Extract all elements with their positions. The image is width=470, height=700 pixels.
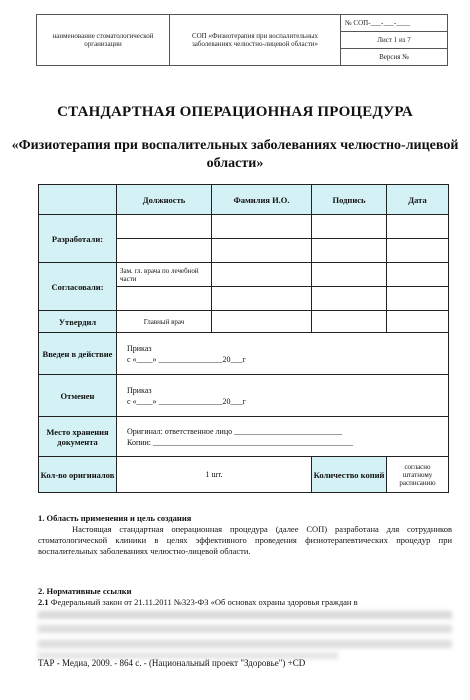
sop-number: № СОП-___-___-____ xyxy=(341,15,448,32)
blurred-text-line xyxy=(38,625,452,633)
blurred-text-line xyxy=(38,611,452,619)
header-empty xyxy=(39,185,117,215)
copies-count-label: Количество копий xyxy=(312,457,387,493)
storage-cell xyxy=(117,417,449,457)
copies-count-value: согласно штатному расписанию xyxy=(387,457,449,493)
approval-table xyxy=(38,184,449,493)
cancelled-order-cell xyxy=(117,375,449,417)
section-2 xyxy=(38,586,452,608)
count-value: 1 шт. xyxy=(117,457,312,493)
col-header-name: Фамилия И.О. xyxy=(212,185,312,215)
cancelled-order-date: с «____» ________________20___г xyxy=(127,396,246,406)
agreed-position: Зам. гл. врача по лечебной части xyxy=(117,263,212,287)
cell xyxy=(117,287,212,311)
row-label-storage: Место хранения документа xyxy=(39,417,117,457)
row-label-count: Кол-во оригиналов xyxy=(39,457,117,493)
subtitle-text: «Физиотерапия при воспалительных заболеваниях челюстно-лицевой области» xyxy=(11,138,459,171)
version-number: Версия № xyxy=(341,49,448,66)
section-1-heading: 1. Область применения и цель создания xyxy=(38,513,192,523)
row-label-agreed: Согласовали: xyxy=(39,263,117,311)
cancelled-order-label: Приказ xyxy=(127,385,152,395)
cell xyxy=(212,215,312,239)
cell xyxy=(312,311,387,333)
section-1-text: Настоящая стандартная операционная процедура (далее СОП) разработана для сотрудников стоматологической клиники в целях эффективного проведения физиотерапевтических процедур при воспалительных заболеваниях челюстно-лицевой области. xyxy=(38,524,452,556)
blurred-text-line xyxy=(38,640,452,648)
row-label-approved: Утвердил xyxy=(39,311,117,333)
cell xyxy=(387,263,449,287)
cell xyxy=(312,263,387,287)
document-header xyxy=(36,14,448,66)
section-2-item-number: 2.1 xyxy=(38,597,49,607)
section-2-item xyxy=(38,597,452,608)
approved-position: Главный врач xyxy=(117,311,212,333)
row-label-introduced: Введен в действие xyxy=(39,333,117,375)
document-title: СТАНДАРТНАЯ ОПЕРАЦИОННАЯ ПРОЦЕДУРА xyxy=(57,104,413,120)
footer-text: ТАР - Медиа, 2009. - 864 с. - (Национальный проект "Здоровье") +CD xyxy=(38,658,306,668)
row-label-cancelled: Отменен xyxy=(39,375,117,417)
cell xyxy=(212,311,312,333)
sheet-number: Лист 1 из 7 xyxy=(341,32,448,49)
cell xyxy=(387,311,449,333)
col-header-date: Дата xyxy=(387,185,449,215)
row-label-developed: Разработали: xyxy=(39,215,117,263)
cell xyxy=(312,287,387,311)
document-subtitle xyxy=(0,137,470,173)
section-2-item-text: Федеральный закон от 21.11.2011 №323-ФЗ «Об основах охраны здоровья граждан в xyxy=(50,597,358,607)
cell xyxy=(117,239,212,263)
org-name: наименование стоматологической организации xyxy=(37,15,170,66)
introduced-order-cell xyxy=(117,333,449,375)
storage-original: Оригинал: ответственное лицо ___________________________ xyxy=(127,426,343,436)
storage-copies: Копии: __________________________________________________ xyxy=(127,437,354,447)
cell xyxy=(312,215,387,239)
cell xyxy=(212,263,312,287)
cell xyxy=(387,215,449,239)
cell xyxy=(117,215,212,239)
section-2-heading: 2. Нормативные ссылки xyxy=(38,586,132,596)
cell xyxy=(312,239,387,263)
section-1 xyxy=(38,513,452,557)
cell xyxy=(387,287,449,311)
col-header-signature: Подпись xyxy=(312,185,387,215)
introduced-order-date: с «____» ________________20___г xyxy=(127,354,246,364)
cell xyxy=(212,287,312,311)
cell xyxy=(212,239,312,263)
col-header-position: Должность xyxy=(117,185,212,215)
sop-name: СОП «Физиотерапия при воспалительных заболеваниях челюстно-лицевой области» xyxy=(170,15,341,66)
introduced-order-label: Приказ xyxy=(127,343,152,353)
cell xyxy=(387,239,449,263)
